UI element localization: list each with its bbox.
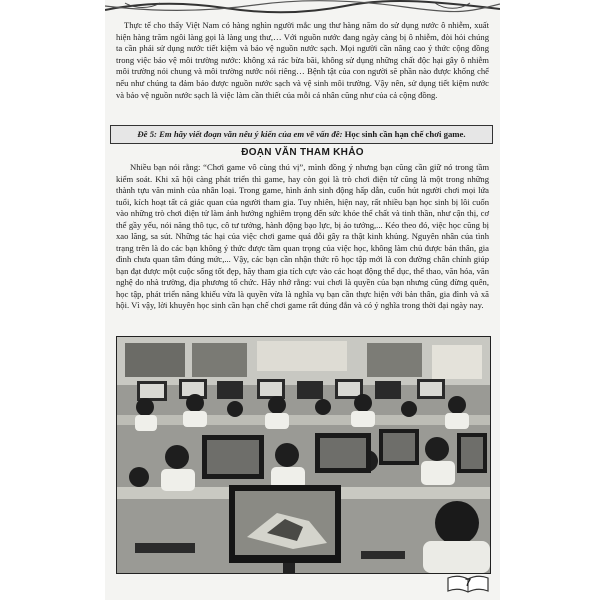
page-number-badge	[446, 574, 490, 594]
classroom-computer-photo	[116, 336, 491, 574]
essay-paragraph: Nhiều bạn nói rằng: “Chơi game vô cùng thú vị”, mình đồng ý nhưng bạn cũng cần giữ nó trong tầm kiểm soát. Khi xã hội càng phát triển thì game, hay còn gọi là trò chơi điện tử cũng là một trong những thành tựu văn minh của nhân loại. Trong game, hình ảnh sinh động hấp dẫn, cuốn hút người chơi mọi lứa tuổi, kích hoạt tất cả giác quan của người tham gia. Tuy nhiên, hiện nay, rất nhiều bạn học sinh bị lôi cuốn vào những trò chơi điện tử làm ảnh hưởng nghiêm trọng đến sức khỏe thể chất và tinh thần, như cận thị, cơ thể gầy yếu, nói năng thô tục, cô tư tưởng, hành động bạo lực, bị áo tưởng,... Kéo theo đó, việc học cũng bị xao lãng, sa sút. Những tác hại của việc chơi game quá đỗi gây ra thật kinh khủng. Nguyên nhân của tình trạng trên là do các bạn không ý thức được tầm quan trọng của việc học, không làm chủ được bản thân, gia đình chưa quan tâm đúng mức,... Vậy, các bạn cần nhận thức rõ học tập mới là con đường chân chính giúp bạn đạt được một cuộc sống tốt đẹp, hãy tham gia tích cực vào các hoạt động thể dục, thể thao, văn hóa, văn nghệ do nhà trường, địa phương tổ chức. Hãy nhớ rằng: vui chơi là quyền của bạn nhưng cũng đừng quên, học tập, phát triển năng khiếu vừa là quyền vừa là nghĩa vụ bạn cần thực hiện với bản thân, gia đình và xã hội. Vì vậy, lời khuyên học sinh cần hạn chế chơi game rất đúng đắn và có ý nghĩa trong thời đại ngày nay.	[116, 162, 489, 310]
page-number: 7	[464, 577, 472, 589]
book-page	[105, 0, 500, 600]
intro-paragraph: Thực tế cho thấy Việt Nam có hàng nghìn người mắc ung thư hàng năm do sử dụng nước ô nhiễm, xuất hiện hàng trăm ngôi làng gọi là làng ung thư,… Với nguồn nước đang ngày càng bị ô nhiễm, đòi hỏi chúng ta cần phải sử dụng nước tiết kiệm và bảo vệ nguồn nước sạch. Mọi người cần nâng cao ý thức cộng đồng trong việc bảo vệ môi trường nước: không xả rác bừa bãi, không sử dụng những chất độc hại gây ô nhiễm môi trường nói chung và môi trường nước nói riêng… Bệnh tật của con người sẽ phần nào được khống chế nếu như chúng ta đảm bảo được nguồn nước sạch và vệ sinh môi trường. Vậy nên, sử dụng tiết kiệm nước và bảo vệ nguồn nước sạch là việc làm cần thiết của mỗi cá nhân cũng như của cả cộng đồng.	[116, 20, 489, 100]
intro-paragraph-block	[116, 20, 489, 101]
decorative-header-swirl	[105, 0, 500, 14]
essay-block	[116, 162, 489, 312]
section-title: ĐOẠN VĂN THAM KHẢO	[241, 147, 364, 158]
essay-prompt-box	[110, 125, 493, 144]
prompt-label: Đề 5: Em hãy viết đoạn văn nêu ý kiến của em về vấn đề:	[137, 129, 343, 139]
prompt-topic: Học sinh cần hạn chế chơi game.	[344, 129, 466, 139]
classroom-illustration	[117, 337, 490, 573]
